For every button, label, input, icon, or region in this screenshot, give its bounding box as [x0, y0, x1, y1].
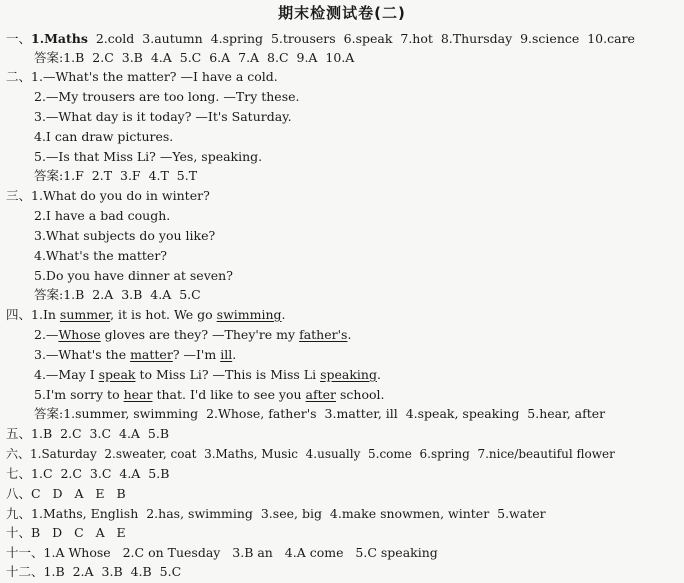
section-7-row [6, 466, 169, 482]
sentence-line: 1.What do you do in winter? [31, 188, 210, 203]
answer-item: 4.make snowmen, winter [329, 506, 490, 521]
answer-item: 2.C [60, 466, 82, 481]
answer-item: 5.C speaking [355, 545, 438, 560]
answer-label: 答案: [34, 168, 64, 183]
answer-item: 4.A [119, 466, 141, 481]
answer-item: 1.F [63, 168, 84, 183]
answer-item: B [116, 486, 126, 501]
section-label: 八、 [6, 486, 32, 501]
text-span: 4.—May I [34, 367, 99, 382]
answer-item: 1.Saturday [30, 447, 97, 461]
text-span: 2.— [34, 327, 59, 342]
answer-item: C [31, 486, 41, 501]
answer-item: E [95, 486, 105, 501]
underlined-word: father's [299, 327, 348, 342]
section-2-line-4: 4.I can draw pictures. [34, 129, 174, 144]
answer-item: 2.sweater, coat [104, 447, 197, 461]
section-4-line-3 [34, 347, 236, 363]
answer-item: 2.Whose, father's [206, 406, 317, 421]
text-span: school. [336, 387, 385, 402]
page-title: 期末检测试卷(二) [278, 4, 406, 22]
answer-item: 5.trousers [270, 31, 336, 46]
answer-item: 9.science [520, 31, 580, 46]
section-9-row [6, 506, 546, 522]
answer-item: 3.Maths, Music [204, 447, 299, 461]
section-4-line-4 [34, 367, 381, 383]
answer-item: 3.B [121, 287, 143, 302]
answer-item: 5.B [148, 466, 170, 481]
answer-item: B [31, 525, 41, 540]
section-11-row [6, 545, 438, 561]
answer-item: 3.C [89, 466, 112, 481]
section-label: 一、 [6, 31, 32, 46]
underlined-word: Whose [58, 327, 101, 342]
answer-item: 1.Maths, English [31, 506, 139, 521]
section-5-row [6, 426, 169, 442]
answer-item: 3.B [121, 50, 143, 65]
answer-item: E [116, 525, 126, 540]
answer-item: 8.C [267, 50, 289, 65]
text-span: that. I'd like to see you [152, 387, 306, 402]
answer-item: C [74, 525, 84, 540]
text-span: . [281, 307, 286, 322]
answer-item: 10.A [325, 50, 355, 65]
section-2-answers-row [34, 168, 197, 184]
text-span: ? —I'm [172, 347, 221, 362]
section-10-row [6, 525, 126, 541]
text-span: , it is hot. We go [110, 307, 217, 322]
section-2-line-2: 2.—My trousers are too long. —Try these. [34, 89, 300, 104]
answer-item: 5.hear, after [527, 406, 606, 421]
section-3-line-5: 5.Do you have dinner at seven? [34, 268, 233, 283]
answer-item: 1.B [63, 287, 85, 302]
section-label: 九、 [6, 506, 32, 521]
text-span: . [347, 327, 352, 342]
answer-item: 3.B an [232, 545, 273, 560]
section-1-answers-row [34, 50, 354, 66]
section-4-line-1 [6, 307, 286, 323]
underlined-word: swimming [216, 307, 282, 322]
text-span: . [232, 347, 237, 362]
answer-item: 4.usually [305, 447, 361, 461]
answer-item: 3.see, big [260, 506, 322, 521]
section-label: 四、 [6, 307, 32, 322]
answer-item: 5.come [368, 447, 412, 461]
answer-item: D [52, 525, 63, 540]
section-3-line-4: 4.What's the matter? [34, 248, 167, 263]
section-12-row [6, 564, 181, 580]
section-4-line-2 [34, 327, 351, 343]
section-label: 七、 [6, 466, 32, 481]
section-8-row [6, 486, 126, 502]
section-label: 十二、 [6, 564, 44, 579]
answer-item: 1.summer, swimming [63, 406, 199, 421]
answer-item: 4.T [148, 168, 169, 183]
section-label: 五、 [6, 426, 32, 441]
answer-item: A [95, 525, 105, 540]
section-1-items-row [6, 31, 635, 47]
answer-item: 6.spring [419, 447, 470, 461]
answer-item: 4.B [130, 564, 152, 579]
answer-item: 2.has, swimming [146, 506, 253, 521]
section-label: 六、 [6, 447, 31, 461]
answer-item: 3.B [101, 564, 123, 579]
underlined-word: speaking [320, 367, 377, 382]
answer-item: 3.F [120, 168, 141, 183]
section-3-answers-row [34, 287, 201, 303]
answer-item: 5.water [497, 506, 546, 521]
answer-item: 10.care [587, 31, 635, 46]
answer-item: 2.C on Tuesday [122, 545, 221, 560]
answer-item: 5.C [179, 287, 201, 302]
text-span: . [376, 367, 381, 382]
answer-item: 2.A [72, 564, 94, 579]
section-3-line-3: 3.What subjects do you like? [34, 228, 216, 243]
answer-item: 5.C [179, 50, 202, 65]
answer-item: 4.A [150, 287, 172, 302]
answer-item: 4.A [150, 50, 172, 65]
answer-item: 7.A [238, 50, 260, 65]
answer-item: 3.C [89, 426, 112, 441]
answer-item: 8.Thursday [440, 31, 513, 46]
section-2-line-1 [6, 69, 278, 85]
answer-item: 7.hot [400, 31, 433, 46]
answer-item: 7.nice/beautiful flower [477, 447, 615, 461]
answer-item: 4.spring [210, 31, 264, 46]
answer-item: 3.matter, ill [324, 406, 398, 421]
section-3-line-1 [6, 188, 210, 204]
answer-label: 答案: [34, 287, 64, 302]
answer-label: 答案: [34, 50, 64, 65]
answer-item: 2.T [91, 168, 113, 183]
answer-item: A [74, 486, 84, 501]
underlined-word: speak [98, 367, 136, 382]
answer-item: 1.Maths [31, 31, 88, 46]
answer-item: 1.B [31, 426, 53, 441]
dialogue-line: 1.—What's the matter? —I have a cold. [31, 69, 278, 84]
answer-item: 5.T [176, 168, 198, 183]
answer-item: 5.C [159, 564, 182, 579]
answer-item: 2.C [92, 50, 114, 65]
answer-item: 2.cold [95, 31, 135, 46]
text-span: gloves are they? —They're my [100, 327, 300, 342]
answer-item: 4.A come [284, 545, 344, 560]
underlined-word: hear [123, 387, 153, 402]
underlined-word: ill [220, 347, 233, 362]
answer-item: 5.B [147, 426, 170, 441]
underlined-word: summer [59, 307, 111, 322]
section-label: 十、 [6, 525, 32, 540]
answer-item: 1.B [43, 564, 65, 579]
section-2-line-3: 3.—What day is it today? —It's Saturday. [34, 109, 292, 124]
text-span: 1.In [31, 307, 60, 322]
answer-label: 答案: [34, 406, 64, 421]
answer-item: 6.speak [343, 31, 393, 46]
section-label: 三、 [6, 188, 32, 203]
answer-item: 1.C [31, 466, 53, 481]
answer-item: 3.autumn [142, 31, 203, 46]
answer-item: 4.speak, speaking [405, 406, 520, 421]
answer-item: 4.A [119, 426, 140, 441]
section-6-row [6, 446, 615, 462]
section-4-line-5 [34, 387, 385, 403]
answer-item: 6.A [209, 50, 231, 65]
section-4-answers-row [34, 406, 605, 422]
answer-item: D [52, 486, 63, 501]
answer-item: 1.A Whose [43, 545, 111, 560]
section-3-line-2: 2.I have a bad cough. [34, 208, 171, 223]
section-2-line-5: 5.—Is that Miss Li? —Yes, speaking. [34, 149, 263, 164]
answer-item: 9.A [296, 50, 318, 65]
underlined-word: matter [130, 347, 173, 362]
answer-item: 2.A [92, 287, 114, 302]
text-span: 3.—What's the [34, 347, 131, 362]
section-label: 十一、 [6, 545, 44, 560]
section-label: 二、 [6, 69, 32, 84]
underlined-word: after [305, 387, 337, 402]
answer-item: 2.C [60, 426, 82, 441]
answer-item: 1.B [63, 50, 85, 65]
text-span: 5.I'm sorry to [34, 387, 124, 402]
text-span: to Miss Li? —This is Miss Li [135, 367, 321, 382]
